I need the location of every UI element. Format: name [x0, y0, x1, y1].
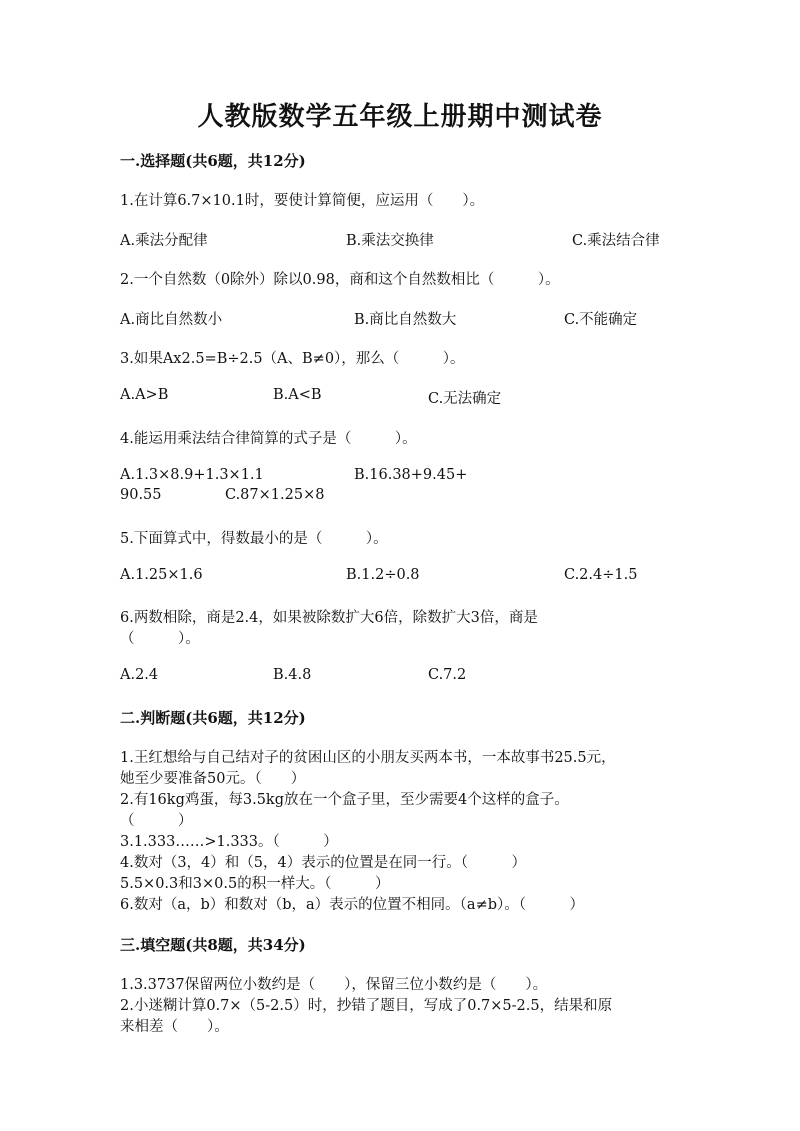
- judgement-line: 2.有16kg鸡蛋，每3.5kg放在一个盒子里，至少需要4个这样的盒子。: [120, 792, 569, 808]
- fill-blank-line: 1.3.3737保留两位小数约是（ ），保留三位小数约是（ ）。: [120, 977, 548, 993]
- question-6-stem: 6.两数相除，商是2.4，如果被除数扩大6倍，除数扩大3倍，商是: [120, 610, 538, 626]
- question-1-option-c: C.乘法结合律: [572, 233, 660, 249]
- question-4-stem: 4.能运用乘法结合律简算的式子是（ ）。: [120, 431, 417, 447]
- question-6-stem-continued: （ ）。: [120, 631, 200, 647]
- question-2-option-c: C.不能确定: [564, 312, 638, 328]
- question-1-option-b: B.乘法交换律: [346, 233, 434, 249]
- question-5-stem: 5.下面算式中，得数最小的是（ ）。: [120, 531, 388, 547]
- question-1-option-a: A.乘法分配律: [120, 233, 208, 249]
- question-3-option-c: C.无法确定: [428, 391, 502, 407]
- question-2-option-a: A.商比自然数小: [120, 312, 223, 328]
- question-1-stem: 1.在计算6.7×10.1时，要使计算简便，应运用（ ）。: [120, 193, 485, 209]
- question-6-option-c: C.7.2: [428, 667, 467, 683]
- judgement-line: 4.数对（3，4）和（5，4）表示的位置是在同一行。（ ）: [120, 855, 526, 871]
- question-5-option-c: C.2.4÷1.5: [564, 567, 638, 583]
- question-2-stem: 2.一个自然数（0除外）除以0.98，商和这个自然数相比（ ）。: [120, 272, 560, 288]
- question-5-option-b: B.1.2÷0.8: [346, 567, 420, 583]
- judgement-line: 1.王红想给与自己结对子的贫困山区的小朋友买两本书，一本故事书25.5元，: [120, 750, 616, 766]
- question-4-option-a: A.1.3×8.9+1.3×1.1: [120, 467, 264, 483]
- question-4-option-c: C.87×1.25×8: [225, 487, 325, 503]
- fill-blank-line: 2.小迷糊计算0.7×（5-2.5）时，抄错了题目，写成了0.7×5-2.5，结果和原: [120, 998, 613, 1014]
- section-1-heading: 一.选择题(共6题，共12分): [120, 152, 306, 170]
- question-4-option-b: B.16.38+9.45+: [354, 467, 468, 483]
- section-3-heading: 三.填空题(共8题，共34分): [120, 936, 306, 954]
- question-3-option-b: B.A<B: [273, 387, 322, 403]
- question-4-option-b-continued: 90.55: [120, 487, 162, 503]
- page-title: 人教版数学五年级上册期中测试卷: [197, 102, 603, 132]
- judgement-line: 6.数对（a，b）和数对（b，a）表示的位置不相同。（a≠b）。（ ）: [120, 897, 585, 913]
- question-3-option-a: A.A>B: [120, 387, 169, 403]
- section-2-heading: 二.判断题(共6题，共12分): [120, 709, 306, 727]
- fill-blank-line: 来相差（ ）。: [120, 1019, 229, 1035]
- judgement-line: 她至少要准备50元。（ ）: [120, 771, 306, 787]
- judgement-line: （ ）: [120, 813, 193, 829]
- question-2-option-b: B.商比自然数大: [354, 312, 457, 328]
- question-5-option-a: A.1.25×1.6: [120, 567, 203, 583]
- question-3-stem: 3.如果Ax2.5=B÷2.5（A、B≠0），那么（ ）。: [120, 351, 465, 367]
- judgement-line: 5.5×0.3和3×0.5的积一样大。（ ）: [120, 876, 390, 892]
- question-6-option-a: A.2.4: [120, 667, 159, 683]
- judgement-line: 3.1.333……>1.333。（ ）: [120, 834, 338, 850]
- question-6-option-b: B.4.8: [273, 667, 312, 683]
